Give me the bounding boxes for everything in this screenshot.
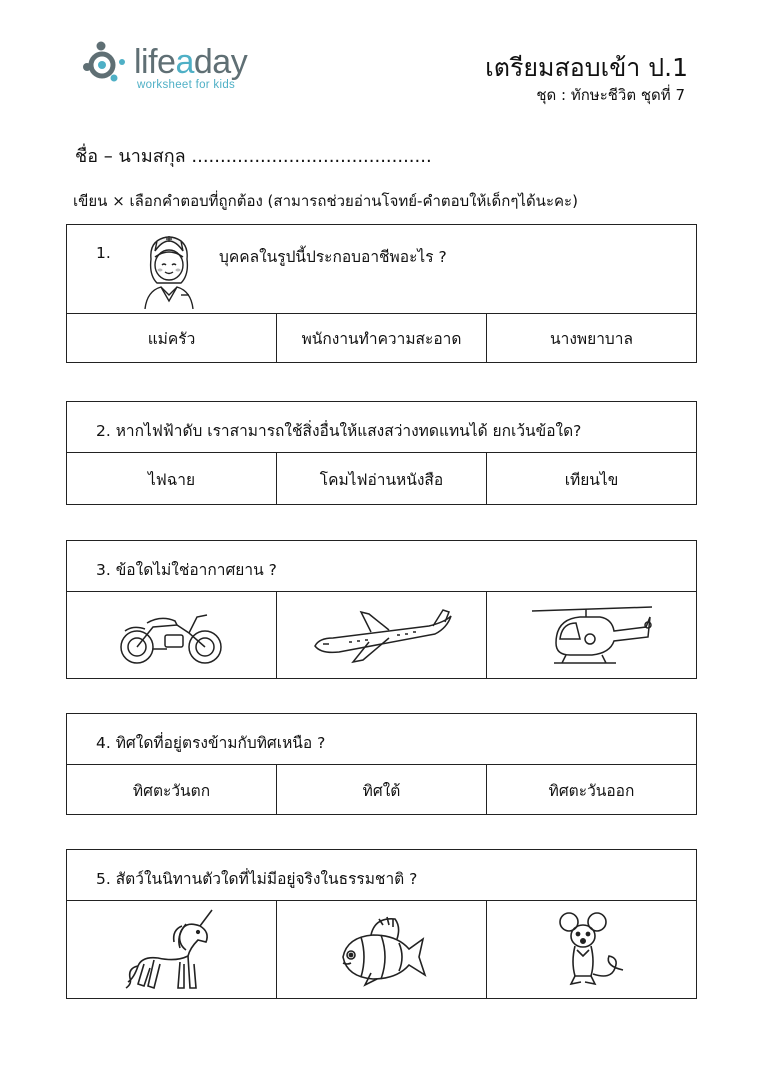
option-4a[interactable]: ทิศตะวันตก — [132, 781, 211, 800]
worksheet-set-label: ชุด : ทักษะชีวิต ชุดที่ 7 — [536, 86, 685, 104]
logo-wordmark: lifeaday — [134, 43, 248, 81]
airplane-icon — [309, 608, 455, 664]
option-1a[interactable]: แม่ครัว — [147, 330, 196, 348]
question-5-text: 5. สัตว์ในนิทานตัวใดที่ไม่มีอยู่จริงในธรรมชาติ ? — [96, 870, 418, 888]
question-2-text: 2. หากไฟฟ้าดับ เราสามารถใช้สิ่งอื่นให้แสงสว่างทดแทนได้ ยกเว้นข้อใด? — [96, 422, 582, 440]
question-4-header — [67, 714, 696, 765]
question-5-header — [67, 850, 696, 901]
motorcycle-icon — [117, 605, 227, 667]
option-2b[interactable]: โคมไฟอ่านหนังสือ — [276, 453, 486, 505]
option-3b[interactable] — [276, 592, 486, 679]
clownfish-icon — [337, 913, 427, 987]
option-5a[interactable] — [67, 901, 276, 999]
option-3c[interactable] — [486, 592, 696, 679]
question-3-header — [67, 541, 696, 592]
question-2 — [66, 401, 697, 505]
question-3 — [66, 540, 697, 679]
option-3a[interactable] — [67, 592, 276, 679]
page-title: เตรียมสอบเข้า ป.1 — [485, 53, 688, 82]
question-1-number: 1. — [96, 244, 111, 262]
option-4b[interactable]: ทิศใต้ — [276, 765, 486, 815]
question-2-header — [67, 402, 696, 453]
option-5c[interactable] — [486, 901, 696, 999]
option-2c[interactable]: เทียนไข — [486, 453, 696, 505]
lifeaday-logo — [82, 38, 282, 94]
mouse-icon — [557, 910, 627, 990]
question-1 — [66, 224, 697, 363]
nurse-illustration — [137, 229, 201, 309]
question-4 — [66, 713, 697, 815]
option-1c[interactable]: นางพยาบาล — [486, 314, 696, 363]
instruction-text: เขียน × เลือกคำตอบที่ถูกต้อง (สามารถช่วยอ่านโจทย์-คำตอบให้เด็กๆได้นะคะ) — [73, 192, 578, 210]
question-4-text: 4. ทิศใดที่อยู่ตรงข้ามกับทิศเหนือ ? — [96, 734, 326, 752]
option-4c[interactable]: ทิศตะวันออก — [486, 765, 696, 815]
helicopter-icon — [530, 603, 654, 669]
option-2a[interactable]: ไฟฉาย — [147, 470, 196, 489]
logo-molecule-icon — [82, 38, 134, 90]
student-name-line: ชื่อ – นามสกุล .......................................... — [75, 146, 432, 167]
question-1-text: บุคคลในรูปนี้ประกอบอาชีพอะไร ? — [219, 248, 447, 266]
question-5 — [66, 849, 697, 999]
option-1b[interactable]: พนักงานทำความสะอาด — [276, 314, 486, 363]
logo-tagline: worksheet for kids — [137, 79, 236, 91]
question-3-text: 3. ข้อใดไม่ใช่อากาศยาน ? — [96, 561, 277, 579]
question-1-header — [67, 225, 696, 314]
option-5b[interactable] — [276, 901, 486, 999]
unicorn-icon — [124, 908, 220, 992]
